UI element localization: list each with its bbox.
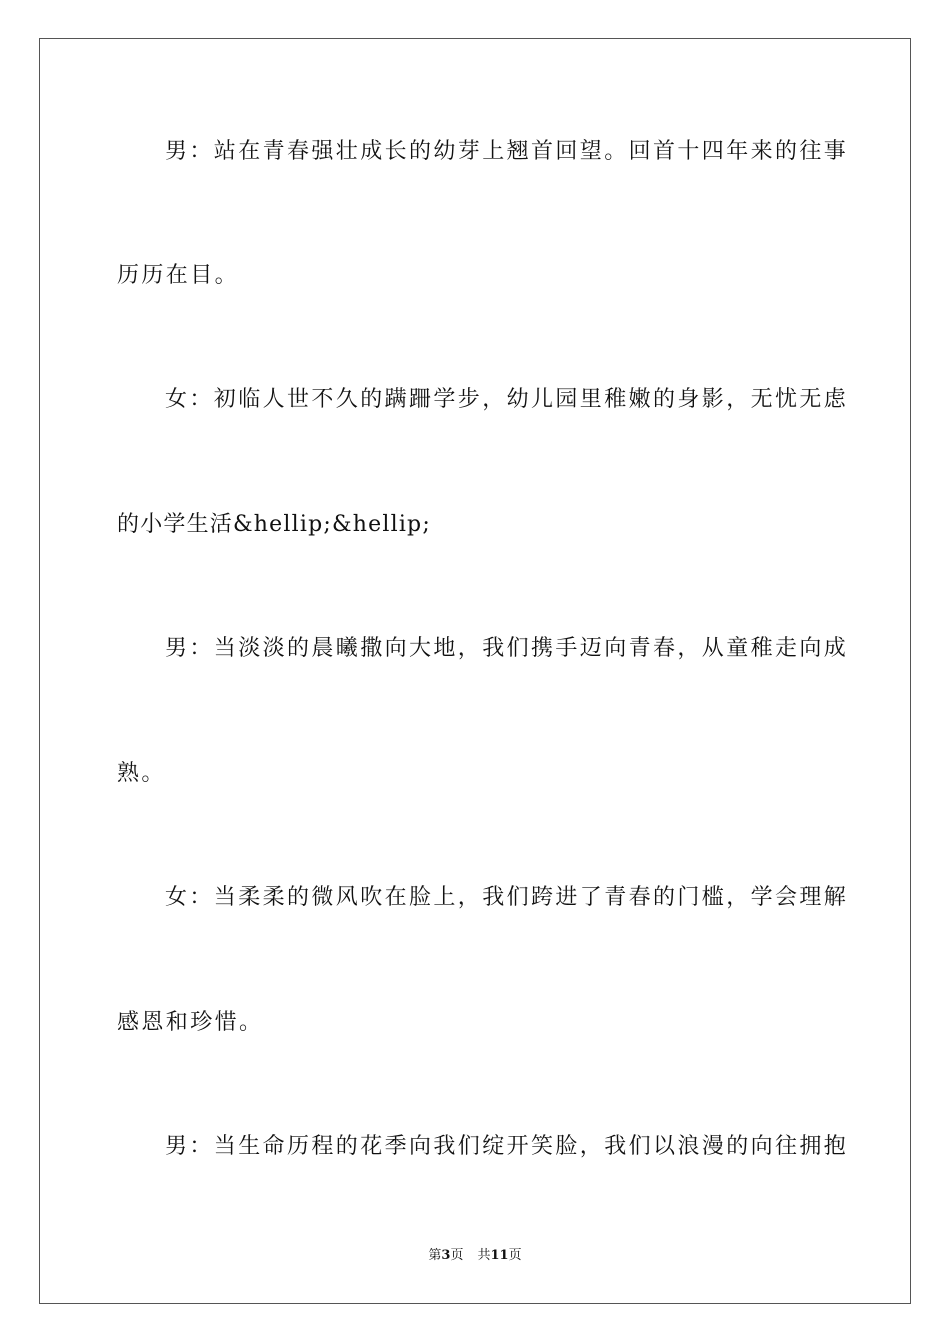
footer-page-number: 3 (441, 1248, 451, 1263)
footer-total-suffix: 页 (508, 1248, 522, 1263)
page-footer (0, 1248, 950, 1264)
page-frame (39, 38, 911, 1304)
paragraph-3-line-2: 熟。 (117, 761, 166, 786)
footer-page-prefix: 第 (428, 1248, 442, 1263)
paragraph-2-line-2: 的小学生活&hellip;&hellip; (117, 512, 431, 537)
paragraph-1-line-2: 历历在目。 (117, 263, 240, 288)
paragraph-2-line-1: 女：初临人世不久的蹒跚学步，幼儿园里稚嫩的身影，无忧无虑 (165, 387, 849, 412)
paragraph-1-line-1: 男：站在青春强壮成长的幼芽上翘首回望。回首十四年来的往事 (165, 139, 849, 164)
footer-page-suffix: 页 (450, 1248, 464, 1263)
paragraph-4-line-2: 感恩和珍惜。 (117, 1010, 264, 1035)
footer-total-prefix: 共 (477, 1248, 491, 1263)
paragraph-4-line-1: 女：当柔柔的微风吹在脸上，我们跨进了青春的门槛，学会理解 (165, 885, 849, 910)
paragraph-5-line-1: 男：当生命历程的花季向我们绽开笑脸，我们以浪漫的向往拥抱 (165, 1134, 849, 1159)
paragraph-3-line-1: 男：当淡淡的晨曦撒向大地，我们携手迈向青春，从童稚走向成 (165, 636, 849, 661)
footer-total-number: 11 (490, 1248, 509, 1263)
